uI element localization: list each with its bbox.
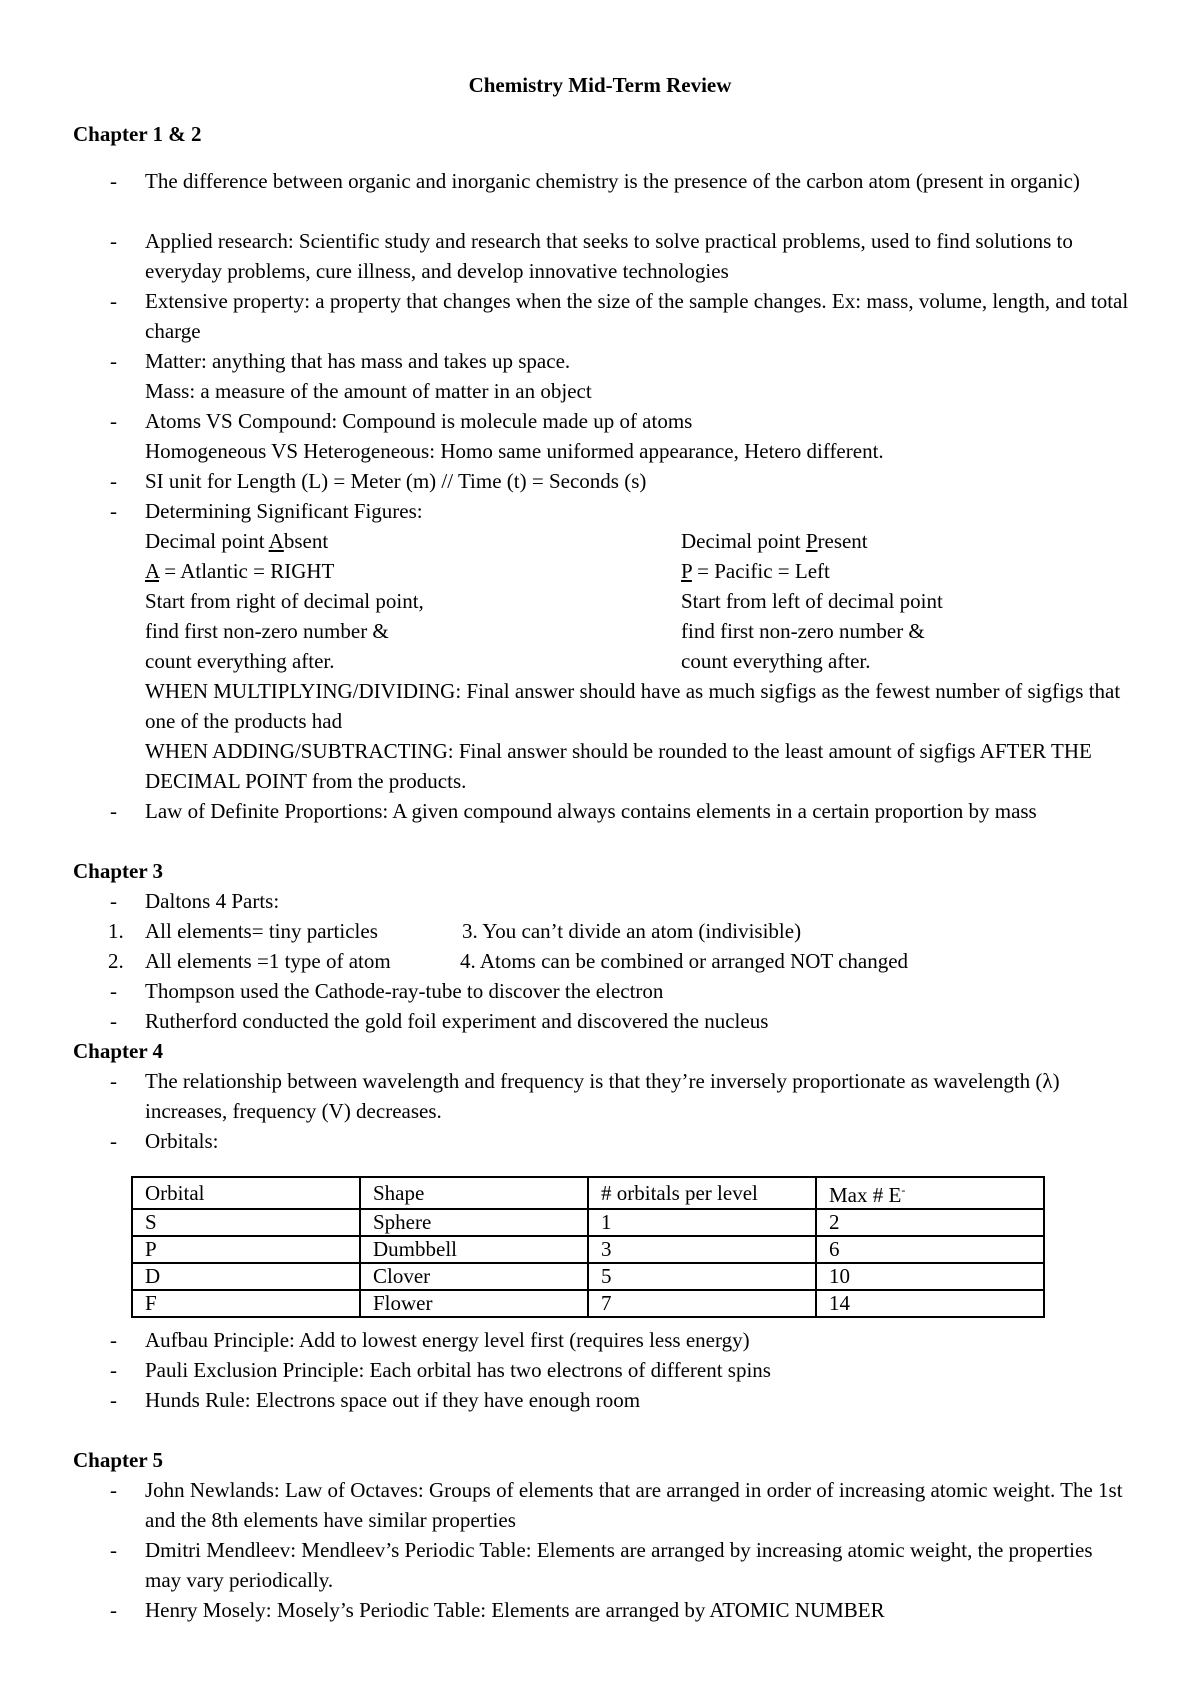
table-cell: Dumbbell: [360, 1236, 588, 1263]
table-header-cell: Shape: [360, 1177, 588, 1209]
bullet-dash: -: [110, 469, 117, 493]
bullet-dash: -: [110, 229, 117, 253]
bullet-dash: -: [110, 289, 117, 313]
item-text: Aufbau Principle: Add to lowest energy level first (requires less energy): [145, 1328, 750, 1352]
sigfig-absent-line: count everything after.: [145, 649, 335, 673]
table-cell: Clover: [360, 1263, 588, 1290]
sigfig-present-rule: P = Pacific = Left: [681, 559, 830, 583]
table-cell: S: [132, 1209, 360, 1236]
table-cell: 2: [816, 1209, 1044, 1236]
bullet-dash: -: [110, 1328, 117, 1352]
item-text: Mass: a measure of the amount of matter in an object: [145, 379, 592, 403]
bullet-dash: -: [110, 1538, 117, 1562]
item-text: SI unit for Length (L) = Meter (m) // Time (t) = Seconds (s): [145, 469, 647, 493]
table-cell: 10: [816, 1263, 1044, 1290]
number-marker: 1.: [108, 919, 124, 943]
item-text: The relationship between wavelength and frequency is that they’re inversely proportionate as wavelength (λ) increases, frequency (V) decreases.: [145, 1069, 1060, 1123]
table-row: [132, 1236, 1044, 1263]
document-page: Chemistry Mid-Term Review Chapter 1 & 2 - The difference between organic and inorganic chemistry is the presence of the carbon atom (present in organic) - Applied research: Scientific study and research that seeks to solve practical problems, used to find solutions to everyday problems, cure illness, and develop innovative technologies - Extensive property: a property that changes when the size of the sample changes. Ex: mass, volume, length, and total charge - Matter: anything that has mass and takes up space. Mass: a measure of the amount of matter in an object - Atoms VS Compound: Compound is molecule made up of atoms Homogeneous VS Heterogeneous: Homo same uniformed appearance, Hetero different. - SI unit for Length (L) = Meter (m) // Time (t) = Seconds (s) - Determining Significant Figures: Decimal point Absent Decimal point Present A = Atlantic = RIGHT P = Pacific = Left Start from right of decimal point, Start from left of decimal point find first non-zero number & find first non-zero number & count everything after. count everything after. WHEN MULTIPLYING/DIVIDING: Final answer should have as much sigfigs as the fewest number of sigfigs that one of the products had WHEN ADDING/SUBTRACTING: Final answer should be rounded to the least amount of sigfigs AFTER THE DECIMAL POINT from the products. - Law of Definite Proportions: A given compound always contains elements in a certain proportion by mass Chapter 3 - Daltons 4 Parts: 1. All elements= tiny particles 3. You can’t divide an atom (indivisible) 2. All elements =1 type of atom 4. Atoms can be combined or arranged NOT changed - Thompson used the Cathode-ray-tube to discover the electron - Rutherford conducted the gold foil experiment and discovered the nucleus Chapter 4 - The relationship between wavelength and frequency is that they’re inversely proportionate as wavelength (λ) increases, frequency (V) decreases. - Orbitals: Orbital Shape # orbitals per level Max # E- S Sphere 1 2 P Dumbbell 3 6 D Clover 5 10 F Flower 7 14 - Aufbau Principle: Add to lowest energy level first (requires less energy) - Pauli Exclusion Principle: Each orbital has two electrons of different spins - Hunds Rule: Electrons space out if they have enough room Chapter 5 - John Newlands: Law of Octaves: Groups of elements that are arranged in order of increasing atomic weight. The 1st and the 8th elements have similar properties - Dmitri Mendleev: Mendleev’s Periodic Table: Elements are arranged by increasing atomic weight, the properties may vary periodically. - Henry Mosely: Mosely’s Periodic Table: Elements are arranged by ATOMIC NUMBER: [0, 0, 1200, 1698]
item-text: Pauli Exclusion Principle: Each orbital has two electrons of different spins: [145, 1358, 771, 1382]
table-cell: P: [132, 1236, 360, 1263]
item-text: Law of Definite Proportions: A given compound always contains elements in a certain proportion by mass: [145, 799, 1037, 823]
sigfig-absent-line: find first non-zero number &: [145, 619, 389, 643]
table-cell: 1: [588, 1209, 816, 1236]
chapter-4-heading: Chapter 4: [73, 1039, 164, 1063]
table-cell: 7: [588, 1290, 816, 1317]
item-text: John Newlands: Law of Octaves: Groups of elements that are arranged in order of increasing atomic weight. The 1st and the 8th elements have similar properties: [145, 1478, 1123, 1532]
dalton-part-1: All elements= tiny particles: [145, 919, 378, 943]
bullet-dash: -: [110, 1129, 117, 1153]
bullet-dash: -: [110, 169, 117, 193]
bullet-dash: -: [110, 1069, 117, 1093]
page-title: Chemistry Mid-Term Review: [468, 73, 732, 97]
item-text: Determining Significant Figures:: [145, 499, 423, 523]
sigfig-present-line: Start from left of decimal point: [681, 589, 943, 613]
bullet-dash: -: [110, 1009, 117, 1033]
sigfig-absent-rule: A = Atlantic = RIGHT: [145, 559, 335, 583]
table-cell: 3: [588, 1236, 816, 1263]
item-text: Atoms VS Compound: Compound is molecule made up of atoms: [145, 409, 693, 433]
bullet-dash: -: [110, 979, 117, 1003]
table-row: [132, 1263, 1044, 1290]
bullet-dash: -: [110, 409, 117, 433]
item-text: Daltons 4 Parts:: [145, 889, 280, 913]
item-text: Extensive property: a property that changes when the size of the sample changes. Ex: mass, volume, length, and total charge: [145, 289, 1129, 343]
sigfig-present-line: count everything after.: [681, 649, 871, 673]
item-text: Thompson used the Cathode-ray-tube to discover the electron: [145, 979, 664, 1003]
table-cell: D: [132, 1263, 360, 1290]
chapter-3-heading: Chapter 3: [73, 859, 164, 883]
bullet-dash: -: [110, 799, 117, 823]
chapter-5-heading: Chapter 5: [73, 1448, 164, 1472]
table-cell: Sphere: [360, 1209, 588, 1236]
bullet-dash: -: [110, 889, 117, 913]
table-cell: 5: [588, 1263, 816, 1290]
dalton-part-3: 3. You can’t divide an atom (indivisible): [462, 919, 802, 943]
table-header-row: [132, 1177, 1044, 1209]
bullet-dash: -: [110, 1598, 117, 1622]
item-text: Orbitals:: [145, 1129, 219, 1153]
bullet-dash: -: [110, 1478, 117, 1502]
sigfig-present-line: find first non-zero number &: [681, 619, 925, 643]
table-cell: 6: [816, 1236, 1044, 1263]
bullet-dash: -: [110, 499, 117, 523]
item-text: Henry Mosely: Mosely’s Periodic Table: Elements are arranged by ATOMIC NUMBER: [145, 1598, 885, 1622]
number-marker: 2.: [108, 949, 124, 973]
orbitals-table: [131, 1176, 1045, 1318]
sigfig-absent-line: Start from right of decimal point,: [145, 589, 424, 613]
table-header-cell: Max # E-: [816, 1177, 1044, 1209]
table-header-cell: Orbital: [132, 1177, 360, 1209]
table-row: [132, 1290, 1044, 1317]
table-header-cell: # orbitals per level: [588, 1177, 816, 1209]
table-cell: 14: [816, 1290, 1044, 1317]
item-text: Matter: anything that has mass and takes up space.: [145, 349, 571, 373]
item-text: Applied research: Scientific study and research that seeks to solve practical problems, used to find solutions to everyday problems, cure illness, and develop innovative technologies: [145, 229, 1073, 283]
chapter-1-2-heading: Chapter 1 & 2: [73, 122, 202, 146]
sigfig-present-title: Decimal point Present: [681, 529, 868, 553]
bullet-dash: -: [110, 1388, 117, 1412]
dalton-part-4: 4. Atoms can be combined or arranged NOT changed: [460, 949, 909, 973]
table-row: [132, 1209, 1044, 1236]
dalton-part-2: All elements =1 type of atom: [145, 949, 391, 973]
item-text: The difference between organic and inorganic chemistry is the presence of the carbon atom (present in organic): [145, 169, 1080, 193]
item-text: Dmitri Mendleev: Mendleev’s Periodic Table: Elements are arranged by increasing atomic weight, the properties may vary periodically.: [145, 1538, 1093, 1592]
sigfig-absent-title: Decimal point Absent: [145, 529, 329, 553]
bullet-dash: -: [110, 1358, 117, 1382]
table-cell: Flower: [360, 1290, 588, 1317]
item-text: Rutherford conducted the gold foil experiment and discovered the nucleus: [145, 1009, 769, 1033]
item-text: Hunds Rule: Electrons space out if they have enough room: [145, 1388, 641, 1412]
bullet-dash: -: [110, 349, 117, 373]
table-cell: F: [132, 1290, 360, 1317]
item-text: Homogeneous VS Heterogeneous: Homo same uniformed appearance, Hetero different.: [145, 439, 884, 463]
